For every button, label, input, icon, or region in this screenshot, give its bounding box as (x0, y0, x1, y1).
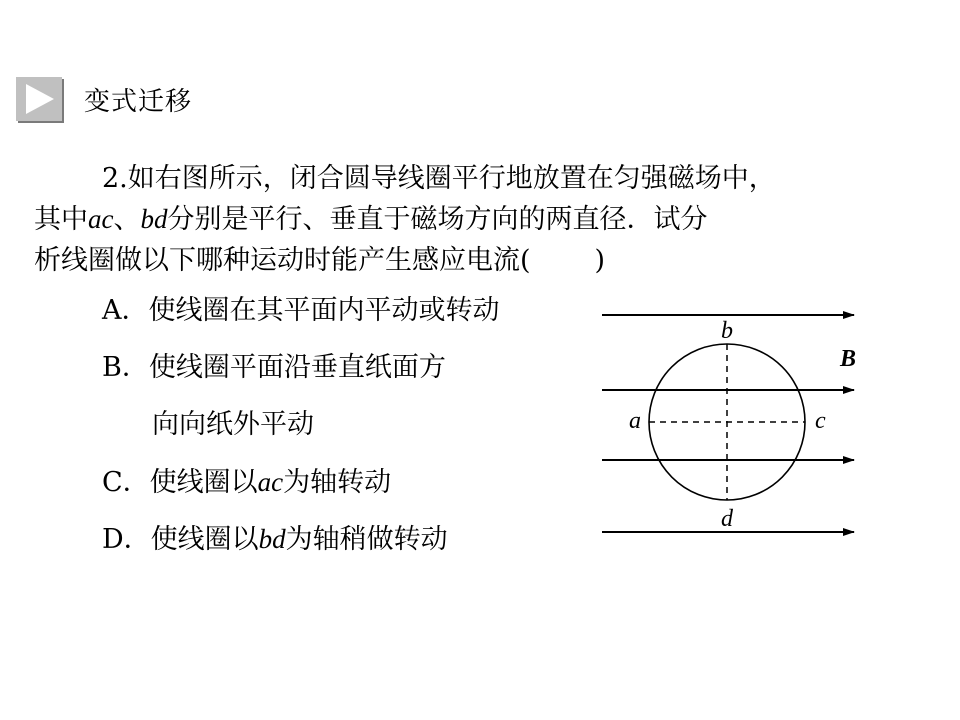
question-line-1: 2.如右图所示，闭合圆导线圈平行地放置在匀强磁场中， (102, 163, 776, 194)
label-a: a (629, 408, 641, 434)
option-a: A．使线圈在其平面内平动或转动 (102, 295, 500, 326)
var-bd: bd (140, 204, 168, 234)
option-c: C．使线圈以ac为轴转动 (102, 467, 392, 498)
section-title: 变式迁移 (84, 86, 193, 117)
section-header (16, 76, 192, 122)
question-line-3: 析线圈做以下哪种运动时能产生感应电流( ) (34, 245, 606, 276)
label-d: d (721, 506, 733, 532)
label-B: B (840, 346, 857, 372)
question-line-2: 其中ac、bd分别是平行、垂直于磁场方向的两直径．试分 (34, 204, 708, 235)
option-b: B．使线圈平面沿垂直纸面方 (102, 352, 446, 383)
var-ac: ac (88, 204, 114, 234)
options-list (102, 292, 500, 577)
coil-diagram (596, 300, 866, 550)
label-c: c (815, 408, 826, 434)
question-text (34, 158, 894, 281)
label-b: b (721, 318, 733, 344)
option-b-continued: 向向纸外平动 (152, 409, 314, 440)
option-d: D．使线圈以bd为轴稍做转动 (102, 524, 448, 555)
play-triangle-icon (16, 77, 62, 121)
question-number: 2. (102, 163, 128, 194)
